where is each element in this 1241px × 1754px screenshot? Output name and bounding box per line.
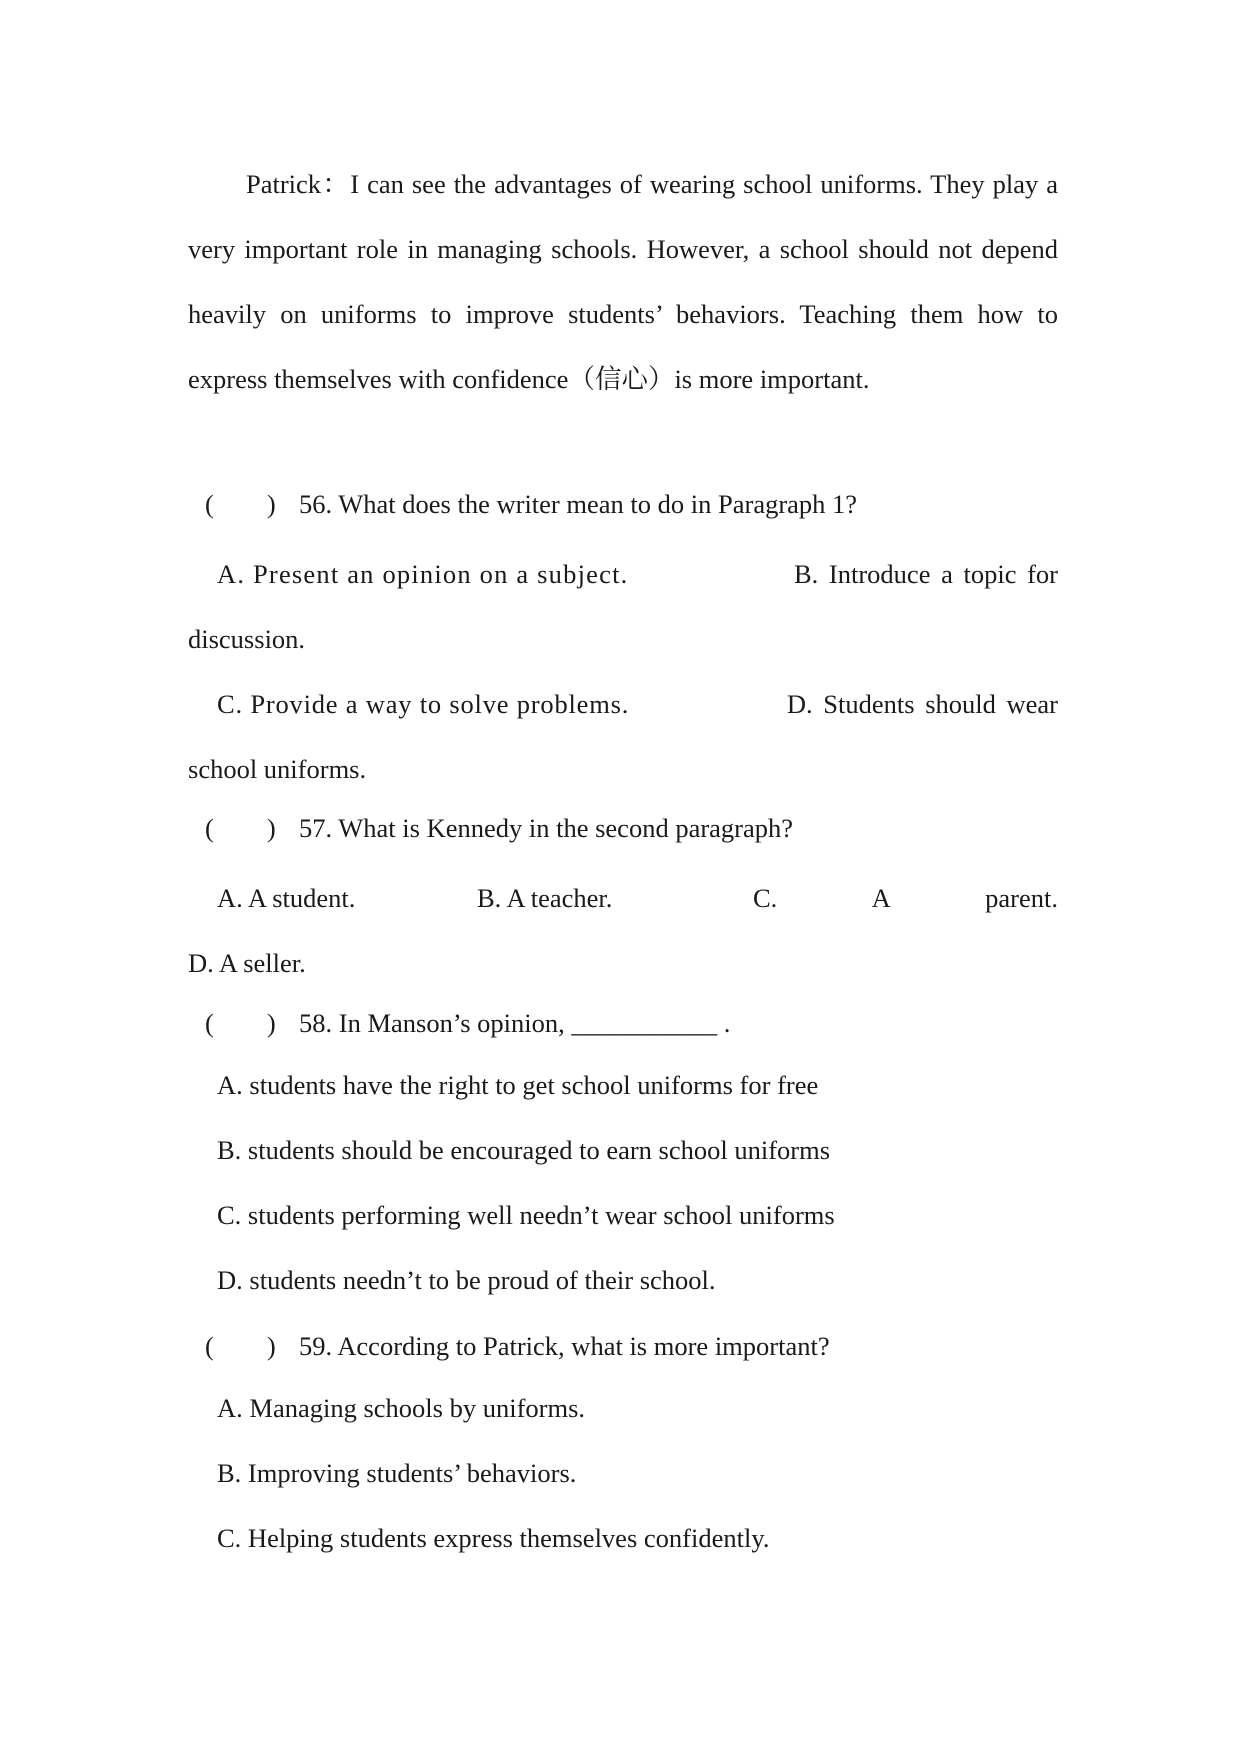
option-59-b: B. Improving students’ behaviors. [217,1458,577,1488]
option-58-c: C. students performing well needn’t wear school uniforms [217,1200,835,1230]
option-57-a: A. A student. [217,883,356,913]
option-58-b: B. students should be encouraged to earn school uniforms [217,1135,831,1165]
option-59-a: A. Managing schools by uniforms. [217,1393,586,1423]
answer-blank-59[interactable]: ( ) [205,1331,276,1361]
option-56-d: D. Students should wear [786,689,1058,719]
option-58-d: D. students needn’t to be proud of their school. [217,1265,716,1295]
option-57-c-letter: C. [753,883,778,913]
option-58-a: A. students have the right to get school uniforms for free [217,1070,819,1100]
option-56-b-continued: discussion. [188,624,306,654]
question-56 [205,482,857,521]
question-58 [205,1001,730,1040]
option-57-b: B. A teacher. [477,883,613,913]
answer-blank-56[interactable]: ( ) [205,489,276,519]
question-59-stem: 59. According to Patrick, what is more important? [299,1331,830,1361]
question-56-stem: 56. What does the writer mean to do in Paragraph 1? [299,489,858,519]
option-57-c [753,866,1058,931]
patrick-passage: Patrick：I can see the advantages of wearing school uniforms. They play a very important role in managing schools. However, a school should not depend heavily on uniforms to improve students’ behaviors. Teaching them how to express themselves with confidence（信心）is more important. [188,169,1058,394]
option-59-c: C. Helping students express themselves confidently. [217,1523,770,1553]
option-57-d: D. A seller. [188,948,306,978]
answer-blank-58[interactable]: ( ) [205,1008,276,1038]
option-56-a: A. Present an opinion on a subject. [217,559,629,589]
question-57-options [188,866,1058,996]
question-57 [205,806,793,845]
answer-blank-57[interactable]: ( ) [205,813,276,843]
question-56-options [188,542,1058,802]
option-57-c-word: A [871,883,891,913]
question-57-stem: 57. What is Kennedy in the second paragraph? [299,813,794,843]
question-58-stem: 58. In Manson’s opinion, ___________ . [299,1008,731,1038]
option-57-c-text: parent. [985,883,1058,913]
option-56-c: C. Provide a way to solve problems. [217,689,630,719]
option-56-d-continued: school uniforms. [188,754,367,784]
question-59 [205,1324,830,1363]
option-56-b: B. Introduce a topic for [794,559,1058,589]
